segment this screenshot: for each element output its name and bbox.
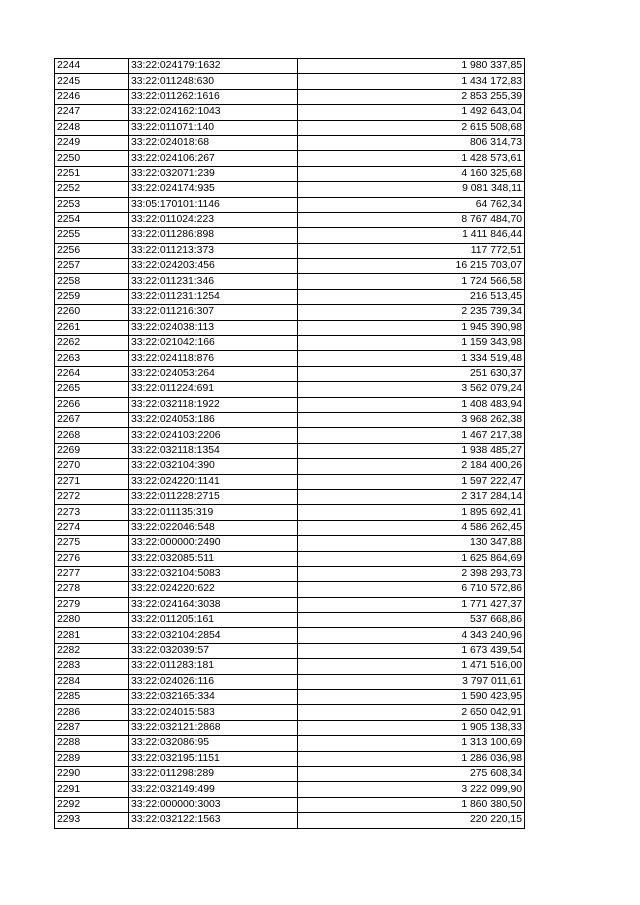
row-number-cell: 2291: [55, 782, 129, 797]
table-row: [55, 197, 525, 212]
row-number-cell: 2283: [55, 659, 129, 674]
value-cell: 220 220,15: [298, 813, 525, 828]
row-number-cell: 2280: [55, 613, 129, 628]
cadastral-number-cell: 33:22:024026:116: [129, 674, 298, 689]
row-number-cell: 2290: [55, 766, 129, 781]
cadastral-number-cell: 33:22:011071:140: [129, 120, 298, 135]
value-cell: 117 772,51: [298, 243, 525, 258]
cadastral-number-cell: 33:22:032039:57: [129, 643, 298, 658]
row-number-cell: 2279: [55, 597, 129, 612]
cadastral-number-cell: 33:22:032118:1922: [129, 397, 298, 412]
value-cell: 3 222 099,90: [298, 782, 525, 797]
table-row: [55, 520, 525, 535]
cadastral-number-cell: 33:22:022046:548: [129, 520, 298, 535]
cadastral-number-cell: 33:22:024162:1043: [129, 105, 298, 120]
cadastral-number-cell: 33:22:024203:456: [129, 259, 298, 274]
cadastral-number-cell: 33:22:011205:161: [129, 613, 298, 628]
row-number-cell: 2284: [55, 674, 129, 689]
value-cell: 2 398 293,73: [298, 566, 525, 581]
table-row: [55, 135, 525, 150]
cadastral-number-cell: 33:22:024164:3038: [129, 597, 298, 612]
cadastral-number-cell: 33:22:011298:289: [129, 766, 298, 781]
row-number-cell: 2255: [55, 228, 129, 243]
table-row: [55, 782, 525, 797]
row-number-cell: 2281: [55, 628, 129, 643]
row-number-cell: 2246: [55, 89, 129, 104]
row-number-cell: 2293: [55, 813, 129, 828]
value-cell: 1 313 100,69: [298, 736, 525, 751]
table-row: [55, 151, 525, 166]
row-number-cell: 2251: [55, 166, 129, 181]
row-number-cell: 2247: [55, 105, 129, 120]
value-cell: 1 938 485,27: [298, 443, 525, 458]
value-cell: 1 286 036,98: [298, 751, 525, 766]
cadastral-number-cell: 33:22:032085:511: [129, 551, 298, 566]
row-number-cell: 2273: [55, 505, 129, 520]
value-cell: 3 562 079,24: [298, 382, 525, 397]
cadastral-number-cell: 33:22:000000:3003: [129, 797, 298, 812]
table-row: [55, 736, 525, 751]
table-row: [55, 505, 525, 520]
cadastral-number-cell: 33:22:011213:373: [129, 243, 298, 258]
table-row: [55, 74, 525, 89]
value-cell: 1 492 643,04: [298, 105, 525, 120]
table-row: [55, 105, 525, 120]
cadastral-number-cell: 33:22:032118:1354: [129, 443, 298, 458]
table-row: [55, 643, 525, 658]
value-cell: 537 668,86: [298, 613, 525, 628]
row-number-cell: 2272: [55, 489, 129, 504]
value-cell: 2 853 255,39: [298, 89, 525, 104]
row-number-cell: 2271: [55, 474, 129, 489]
table-row: [55, 613, 525, 628]
value-cell: 4 586 262,45: [298, 520, 525, 535]
value-cell: 1 434 172,83: [298, 74, 525, 89]
table-row: [55, 766, 525, 781]
value-cell: 806 314,73: [298, 135, 525, 150]
row-number-cell: 2278: [55, 582, 129, 597]
cadastral-number-cell: 33:22:011231:346: [129, 274, 298, 289]
value-cell: 3 797 011,61: [298, 674, 525, 689]
table-row: [55, 566, 525, 581]
table-row: [55, 366, 525, 381]
value-cell: 1 428 573,61: [298, 151, 525, 166]
row-number-cell: 2245: [55, 74, 129, 89]
value-cell: 16 215 703,07: [298, 259, 525, 274]
value-cell: 1 408 483,94: [298, 397, 525, 412]
cadastral-number-cell: 33:22:011135:319: [129, 505, 298, 520]
value-cell: 1 411 846,44: [298, 228, 525, 243]
table-row: [55, 674, 525, 689]
cadastral-number-cell: 33:22:024038:113: [129, 320, 298, 335]
cadastral-number-cell: 33:22:024053:264: [129, 366, 298, 381]
row-number-cell: 2244: [55, 59, 129, 74]
row-number-cell: 2260: [55, 305, 129, 320]
value-cell: 1 905 138,33: [298, 720, 525, 735]
row-number-cell: 2252: [55, 182, 129, 197]
table-row: [55, 120, 525, 135]
value-cell: 216 513,45: [298, 289, 525, 304]
row-number-cell: 2277: [55, 566, 129, 581]
value-cell: 8 767 484,70: [298, 212, 525, 227]
cadastral-value-table: [54, 58, 525, 829]
value-cell: 6 710 572,86: [298, 582, 525, 597]
cadastral-number-cell: 33:22:011224:691: [129, 382, 298, 397]
value-cell: 64 762,34: [298, 197, 525, 212]
cadastral-number-cell: 33:22:032149:499: [129, 782, 298, 797]
cadastral-number-cell: 33:22:032195:1151: [129, 751, 298, 766]
row-number-cell: 2254: [55, 212, 129, 227]
table-row: [55, 243, 525, 258]
table-row: [55, 705, 525, 720]
table-row: [55, 474, 525, 489]
table-row: [55, 182, 525, 197]
cadastral-number-cell: 33:22:024106:267: [129, 151, 298, 166]
value-cell: 251 630,37: [298, 366, 525, 381]
table-row: [55, 289, 525, 304]
value-cell: 1 895 692,41: [298, 505, 525, 520]
table-row: [55, 428, 525, 443]
row-number-cell: 2285: [55, 690, 129, 705]
cadastral-number-cell: 33:22:000000:2490: [129, 536, 298, 551]
cadastral-number-cell: 33:22:032121:2868: [129, 720, 298, 735]
table-row: [55, 336, 525, 351]
table-row: [55, 89, 525, 104]
value-cell: 1 860 380,50: [298, 797, 525, 812]
row-number-cell: 2286: [55, 705, 129, 720]
cadastral-number-cell: 33:22:021042:166: [129, 336, 298, 351]
cadastral-number-cell: 33:22:011286:898: [129, 228, 298, 243]
cadastral-number-cell: 33:22:024103:2206: [129, 428, 298, 443]
cadastral-number-cell: 33:22:032104:390: [129, 459, 298, 474]
value-cell: 1 597 222,47: [298, 474, 525, 489]
table-row: [55, 690, 525, 705]
row-number-cell: 2269: [55, 443, 129, 458]
cadastral-number-cell: 33:22:032104:2854: [129, 628, 298, 643]
row-number-cell: 2266: [55, 397, 129, 412]
value-cell: 130 347,88: [298, 536, 525, 551]
table-row: [55, 813, 525, 828]
table-row: [55, 166, 525, 181]
cadastral-number-cell: 33:22:011024:223: [129, 212, 298, 227]
row-number-cell: 2270: [55, 459, 129, 474]
value-cell: 9 081 348,11: [298, 182, 525, 197]
row-number-cell: 2287: [55, 720, 129, 735]
cadastral-number-cell: 33:22:011283:181: [129, 659, 298, 674]
row-number-cell: 2268: [55, 428, 129, 443]
cadastral-number-cell: 33:22:024179:1632: [129, 59, 298, 74]
table-row: [55, 397, 525, 412]
value-cell: 2 615 508,68: [298, 120, 525, 135]
value-cell: 1 945 390,98: [298, 320, 525, 335]
row-number-cell: 2264: [55, 366, 129, 381]
table-row: [55, 274, 525, 289]
table-row: [55, 59, 525, 74]
table-row: [55, 382, 525, 397]
row-number-cell: 2258: [55, 274, 129, 289]
cadastral-number-cell: 33:22:011248:630: [129, 74, 298, 89]
cadastral-number-cell: 33:22:024174:935: [129, 182, 298, 197]
value-cell: 1 471 516,00: [298, 659, 525, 674]
value-cell: 1 673 439,54: [298, 643, 525, 658]
row-number-cell: 2257: [55, 259, 129, 274]
value-cell: 2 317 284,14: [298, 489, 525, 504]
value-cell: 1 159 343,98: [298, 336, 525, 351]
cadastral-number-cell: 33:22:011228:2715: [129, 489, 298, 504]
row-number-cell: 2288: [55, 736, 129, 751]
row-number-cell: 2259: [55, 289, 129, 304]
cadastral-number-cell: 33:22:011262:1616: [129, 89, 298, 104]
row-number-cell: 2249: [55, 135, 129, 150]
row-number-cell: 2261: [55, 320, 129, 335]
value-cell: 1 334 519,48: [298, 351, 525, 366]
value-cell: 3 968 262,38: [298, 412, 525, 427]
table-body: [55, 59, 525, 829]
value-cell: 2 235 739,34: [298, 305, 525, 320]
row-number-cell: 2282: [55, 643, 129, 658]
table-row: [55, 628, 525, 643]
table-row: [55, 320, 525, 335]
cadastral-number-cell: 33:22:024220:1141: [129, 474, 298, 489]
table-row: [55, 751, 525, 766]
value-cell: 275 608,34: [298, 766, 525, 781]
table-row: [55, 659, 525, 674]
table-row: [55, 212, 525, 227]
value-cell: 1 980 337,85: [298, 59, 525, 74]
row-number-cell: 2267: [55, 412, 129, 427]
value-cell: 4 160 325,68: [298, 166, 525, 181]
table-row: [55, 720, 525, 735]
cadastral-number-cell: 33:22:011216:307: [129, 305, 298, 320]
value-cell: 2 650 042,91: [298, 705, 525, 720]
cadastral-number-cell: 33:22:032165:334: [129, 690, 298, 705]
cadastral-number-cell: 33:22:032071:239: [129, 166, 298, 181]
cadastral-number-cell: 33:05:170101:1146: [129, 197, 298, 212]
row-number-cell: 2289: [55, 751, 129, 766]
value-cell: 1 771 427,37: [298, 597, 525, 612]
cadastral-number-cell: 33:22:024018:68: [129, 135, 298, 150]
table-row: [55, 489, 525, 504]
value-cell: 1 625 864,69: [298, 551, 525, 566]
row-number-cell: 2276: [55, 551, 129, 566]
value-cell: 2 184 400,26: [298, 459, 525, 474]
row-number-cell: 2265: [55, 382, 129, 397]
table-row: [55, 459, 525, 474]
table-row: [55, 597, 525, 612]
table-row: [55, 443, 525, 458]
table-row: [55, 305, 525, 320]
cadastral-number-cell: 33:22:024118:876: [129, 351, 298, 366]
cadastral-number-cell: 33:22:024220:622: [129, 582, 298, 597]
row-number-cell: 2262: [55, 336, 129, 351]
row-number-cell: 2292: [55, 797, 129, 812]
row-number-cell: 2274: [55, 520, 129, 535]
row-number-cell: 2275: [55, 536, 129, 551]
value-cell: 1 467 217,38: [298, 428, 525, 443]
table-row: [55, 551, 525, 566]
row-number-cell: 2253: [55, 197, 129, 212]
row-number-cell: 2248: [55, 120, 129, 135]
cadastral-number-cell: 33:22:032104:5083: [129, 566, 298, 581]
row-number-cell: 2256: [55, 243, 129, 258]
cadastral-number-cell: 33:22:011231:1254: [129, 289, 298, 304]
cadastral-number-cell: 33:22:024053:186: [129, 412, 298, 427]
value-cell: 4 343 240,96: [298, 628, 525, 643]
cadastral-number-cell: 33:22:024015:583: [129, 705, 298, 720]
table-row: [55, 412, 525, 427]
value-cell: 1 590 423,95: [298, 690, 525, 705]
table-row: [55, 582, 525, 597]
cadastral-number-cell: 33:22:032122:1563: [129, 813, 298, 828]
value-cell: 1 724 566,58: [298, 274, 525, 289]
table-row: [55, 228, 525, 243]
table-row: [55, 536, 525, 551]
table-row: [55, 351, 525, 366]
table-row: [55, 259, 525, 274]
row-number-cell: 2250: [55, 151, 129, 166]
table-row: [55, 797, 525, 812]
row-number-cell: 2263: [55, 351, 129, 366]
cadastral-number-cell: 33:22:032086:95: [129, 736, 298, 751]
